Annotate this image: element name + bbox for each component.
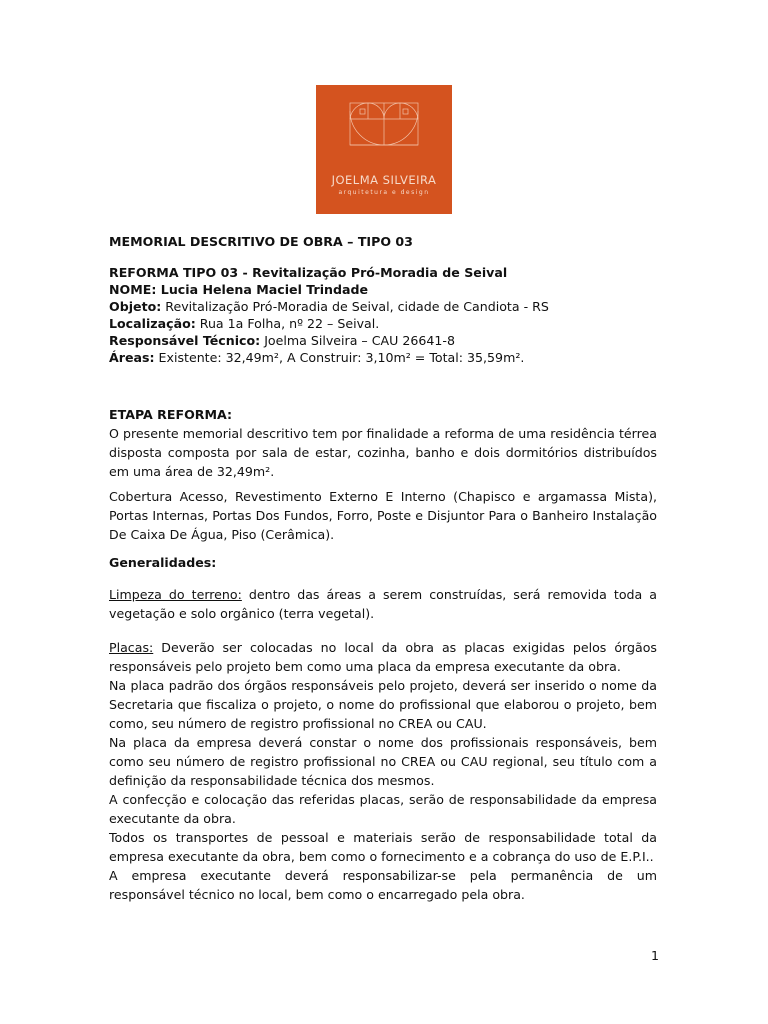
paragraph-placa-padrao: Na placa padrão dos órgãos responsáveis pelo projeto, deverá ser inserido o nome da Secretaria que fiscaliza o projeto, o nome do profissional que elaborou o projeto, bem como, seu número de registro profissional no CREA ou CAU. (109, 678, 657, 731)
objeto-line (109, 298, 657, 315)
reforma-line: REFORMA TIPO 03 - Revitalização Pró-Moradia de Seival (109, 265, 508, 280)
paragraph-responsavel: A empresa executante deverá responsabilizar-se pela permanência de um responsável técnico no local, bem como o encarregado pela obra. (109, 868, 657, 902)
placas-label: Placas: (109, 640, 154, 655)
limpeza-paragraph (109, 585, 657, 623)
paragraph-transportes: Todos os transportes de pessoal e materiais serão de responsabilidade total da empresa executante da obra, bem como o fornecimento e a cobrança do uso de E.P.I.. (109, 830, 657, 864)
localizacao-label: Localização: (109, 316, 196, 331)
areas-line (109, 349, 657, 366)
page-number: 1 (651, 948, 660, 963)
placas-paragraph (109, 638, 657, 676)
responsavel-line (109, 332, 657, 349)
objeto-label: Objeto: (109, 299, 162, 314)
generalidades-heading: Generalidades: (109, 555, 217, 570)
project-info (109, 264, 657, 366)
paragraph-placa-empresa: Na placa da empresa deverá constar o nome dos profissionais responsáveis, bem como seu número de registro profissional no CREA ou CAU regional, seu título com a definição da responsabilidade técnica dos mesmos. (109, 735, 657, 788)
logo-subtitle: arquitetura e design (338, 189, 430, 196)
nome-line: NOME: Lucia Helena Maciel Trindade (109, 282, 369, 297)
etapa-paragraph-2: Cobertura Acesso, Revestimento Externo E Interno (Chapisco e argamassa Mista), Portas Internas, Portas Dos Fundos, Forro, Poste e Disjuntor Para o Banheiro Instalação De Caixa De Água, Piso (Cerâmica). (109, 489, 657, 542)
etapa-section (109, 405, 657, 481)
document-title: MEMORIAL DESCRITIVO DE OBRA – TIPO 03 (109, 234, 413, 249)
areas-value: Existente: 32,49m², A Construir: 3,10m² = Total: 35,59m². (154, 350, 525, 365)
areas-label: Áreas: (109, 350, 155, 365)
etapa-paragraph-1: O presente memorial descritivo tem por finalidade a reforma de uma residência térrea disposta composta por sala de estar, cozinha, banho e dois dormitórios distribuídos em uma área de 32,49m². (109, 426, 657, 479)
responsavel-label: Responsável Técnico: (109, 333, 261, 348)
limpeza-text: dentro das áreas a serem construídas, será removida toda a vegetação e solo orgânico (terra vegetal). (109, 587, 657, 621)
placas-section (109, 638, 657, 904)
localizacao-value: Rua 1a Folha, nº 22 – Seival. (195, 316, 380, 331)
objeto-value: Revitalização Pró-Moradia de Seival, cidade de Candiota - RS (161, 299, 549, 314)
paragraph-confeccao: A confecção e colocação das referidas placas, serão de responsabilidade da empresa executante da obra. (109, 792, 657, 826)
company-logo (316, 85, 452, 214)
responsavel-value: Joelma Silveira – CAU 26641-8 (260, 333, 455, 348)
localizacao-line (109, 315, 657, 332)
etapa-heading: ETAPA REFORMA: (109, 407, 233, 422)
limpeza-label: Limpeza do terreno: (109, 587, 242, 602)
logo-name: JOELMA SILVEIRA (331, 173, 437, 187)
placas-text: Deverão ser colocadas no local da obra as placas exigidas pelos órgãos responsáveis pelo projeto bem como uma placa da empresa executante da obra. (109, 640, 657, 674)
